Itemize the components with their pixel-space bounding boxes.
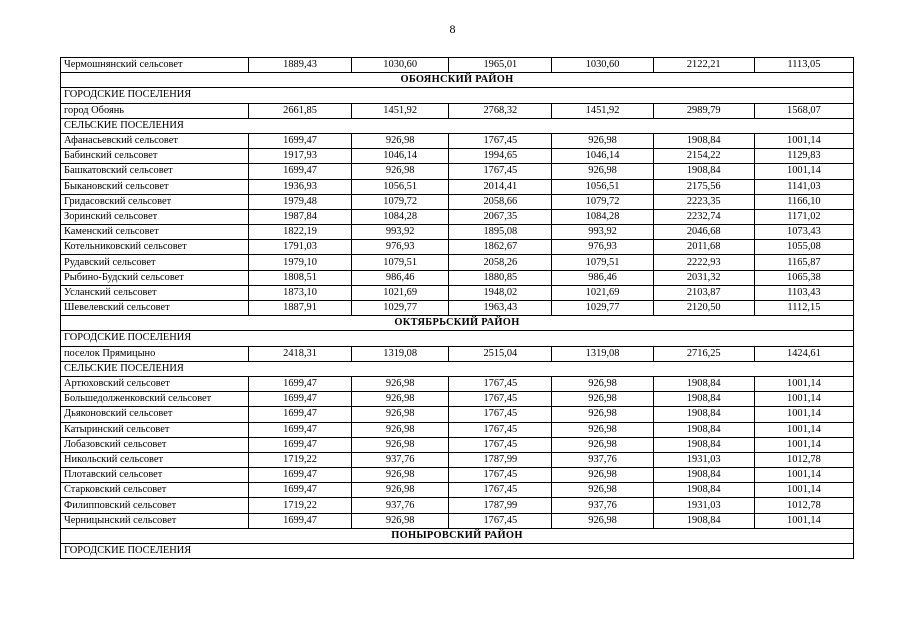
value-cell: 2716,25: [653, 346, 754, 361]
value-cell: 1699,47: [248, 133, 351, 148]
value-cell: 2661,85: [248, 103, 351, 118]
value-cell: 1767,45: [449, 483, 552, 498]
value-cell: 1079,51: [352, 255, 449, 270]
value-cell: 1908,84: [653, 422, 754, 437]
value-cell: 937,76: [352, 452, 449, 467]
value-cell: 1001,14: [754, 392, 853, 407]
value-cell: 926,98: [352, 483, 449, 498]
value-cell: 926,98: [552, 376, 653, 391]
value-cell: 2031,32: [653, 270, 754, 285]
value-cell: 1103,43: [754, 285, 853, 300]
district-header-row: [61, 73, 854, 88]
table-row: [61, 164, 854, 179]
value-cell: 1965,01: [449, 58, 552, 73]
value-cell: 1065,38: [754, 270, 853, 285]
value-cell: 1767,45: [449, 468, 552, 483]
table-row: [61, 209, 854, 224]
value-cell: 1079,51: [552, 255, 653, 270]
table-row: [61, 301, 854, 316]
value-cell: 1084,28: [552, 209, 653, 224]
settlement-name: город Обоянь: [61, 103, 249, 118]
settlement-name: Рыбино-Будский сельсовет: [61, 270, 249, 285]
value-cell: 1165,87: [754, 255, 853, 270]
value-cell: 1767,45: [449, 407, 552, 422]
value-cell: 1079,72: [352, 194, 449, 209]
section-title: ГОРОДСКИЕ ПОСЕЛЕНИЯ: [61, 544, 854, 559]
value-cell: 2103,87: [653, 285, 754, 300]
value-cell: 926,98: [552, 513, 653, 528]
value-cell: 1001,14: [754, 437, 853, 452]
district-header-row: [61, 316, 854, 331]
value-cell: 2418,31: [248, 346, 351, 361]
settlement-name: Башкатовский сельсовет: [61, 164, 249, 179]
value-cell: 1822,19: [248, 225, 351, 240]
value-cell: 926,98: [352, 376, 449, 391]
value-cell: 926,98: [552, 468, 653, 483]
value-cell: 1012,78: [754, 498, 853, 513]
settlement-name: Гридасовский сельсовет: [61, 194, 249, 209]
value-cell: 1767,45: [449, 513, 552, 528]
settlement-name: Большедолженковский сельсовет: [61, 392, 249, 407]
value-cell: 1963,43: [449, 301, 552, 316]
table-row: [61, 240, 854, 255]
value-cell: 1889,43: [248, 58, 351, 73]
section-header-row: [61, 88, 854, 103]
value-cell: 1908,84: [653, 407, 754, 422]
settlement-name: Усланский сельсовет: [61, 285, 249, 300]
value-cell: 1767,45: [449, 133, 552, 148]
value-cell: 1767,45: [449, 422, 552, 437]
table-row: [61, 346, 854, 361]
settlement-name: Никольский сельсовет: [61, 452, 249, 467]
value-cell: 1001,14: [754, 407, 853, 422]
value-cell: 1001,14: [754, 513, 853, 528]
value-cell: 986,46: [352, 270, 449, 285]
value-cell: 2223,35: [653, 194, 754, 209]
table-row: [61, 179, 854, 194]
settlement-name: Старковский сельсовет: [61, 483, 249, 498]
value-cell: 1887,91: [248, 301, 351, 316]
value-cell: 1908,84: [653, 437, 754, 452]
settlement-name: Рудавский сельсовет: [61, 255, 249, 270]
value-cell: 2515,04: [449, 346, 552, 361]
value-cell: 993,92: [552, 225, 653, 240]
value-cell: 1908,84: [653, 513, 754, 528]
value-cell: 2046,68: [653, 225, 754, 240]
value-cell: 1141,03: [754, 179, 853, 194]
value-cell: 1021,69: [352, 285, 449, 300]
section-header-row: [61, 544, 854, 559]
value-cell: 1113,05: [754, 58, 853, 73]
value-cell: 2175,56: [653, 179, 754, 194]
value-cell: 926,98: [552, 437, 653, 452]
value-cell: 2122,21: [653, 58, 754, 73]
table-row: [61, 422, 854, 437]
settlement-name: Артюховский сельсовет: [61, 376, 249, 391]
value-cell: 1001,14: [754, 376, 853, 391]
value-cell: 1084,28: [352, 209, 449, 224]
table-row: [61, 58, 854, 73]
value-cell: 1787,99: [449, 452, 552, 467]
value-cell: 1055,08: [754, 240, 853, 255]
table-row: [61, 225, 854, 240]
value-cell: 1719,22: [248, 498, 351, 513]
value-cell: 1021,69: [552, 285, 653, 300]
settlement-name: поселок Прямицыно: [61, 346, 249, 361]
table-row: [61, 133, 854, 148]
section-title: ГОРОДСКИЕ ПОСЕЛЕНИЯ: [61, 331, 854, 346]
value-cell: 1451,92: [352, 103, 449, 118]
value-cell: 1808,51: [248, 270, 351, 285]
page-number: 8: [449, 22, 456, 36]
value-cell: 1001,14: [754, 133, 853, 148]
table-row: [61, 437, 854, 452]
value-cell: 1908,84: [653, 468, 754, 483]
settlement-name: Черницынский сельсовет: [61, 513, 249, 528]
section-header-row: [61, 361, 854, 376]
settlement-name: Каменский сельсовет: [61, 225, 249, 240]
value-cell: 1001,14: [754, 422, 853, 437]
section-title: СЕЛЬСКИЕ ПОСЕЛЕНИЯ: [61, 361, 854, 376]
value-cell: 1319,08: [352, 346, 449, 361]
value-cell: 1424,61: [754, 346, 853, 361]
value-cell: 1029,77: [352, 301, 449, 316]
value-cell: 2989,79: [653, 103, 754, 118]
table-row: [61, 498, 854, 513]
value-cell: 1908,84: [653, 392, 754, 407]
settlement-name: Быкановский сельсовет: [61, 179, 249, 194]
value-cell: 2058,26: [449, 255, 552, 270]
value-cell: 1056,51: [552, 179, 653, 194]
table-row: [61, 149, 854, 164]
value-cell: 926,98: [352, 407, 449, 422]
settlement-name: Филипповский сельсовет: [61, 498, 249, 513]
section-title: СЕЛЬСКИЕ ПОСЕЛЕНИЯ: [61, 118, 854, 133]
value-cell: 1112,15: [754, 301, 853, 316]
value-cell: 1568,07: [754, 103, 853, 118]
value-cell: 1699,47: [248, 513, 351, 528]
value-cell: 1319,08: [552, 346, 653, 361]
settlement-name: Чермошнянский сельсовет: [61, 58, 249, 73]
value-cell: 1046,14: [552, 149, 653, 164]
table-body: [61, 58, 854, 559]
value-cell: 937,76: [552, 498, 653, 513]
value-cell: 1073,43: [754, 225, 853, 240]
value-cell: 986,46: [552, 270, 653, 285]
settlement-name: Бабинский сельсовет: [61, 149, 249, 164]
value-cell: 1787,99: [449, 498, 552, 513]
value-cell: 1873,10: [248, 285, 351, 300]
settlement-name: Плотавский сельсовет: [61, 468, 249, 483]
value-cell: 1895,08: [449, 225, 552, 240]
value-cell: 1001,14: [754, 164, 853, 179]
value-cell: 1767,45: [449, 376, 552, 391]
value-cell: 1908,84: [653, 133, 754, 148]
value-cell: 1699,47: [248, 483, 351, 498]
table-row: [61, 392, 854, 407]
value-cell: 1862,67: [449, 240, 552, 255]
value-cell: 1699,47: [248, 164, 351, 179]
table-row: [61, 103, 854, 118]
settlement-name: Зоринский сельсовет: [61, 209, 249, 224]
value-cell: 2058,66: [449, 194, 552, 209]
section-header-row: [61, 331, 854, 346]
settlement-name: Лобазовский сельсовет: [61, 437, 249, 452]
value-cell: 926,98: [352, 437, 449, 452]
value-cell: 1908,84: [653, 483, 754, 498]
settlement-name: Дьяконовский сельсовет: [61, 407, 249, 422]
table-row: [61, 468, 854, 483]
value-cell: 1767,45: [449, 392, 552, 407]
value-cell: 1948,02: [449, 285, 552, 300]
value-cell: 2014,41: [449, 179, 552, 194]
section-header-row: [61, 118, 854, 133]
value-cell: 2154,22: [653, 149, 754, 164]
section-title: ГОРОДСКИЕ ПОСЕЛЕНИЯ: [61, 88, 854, 103]
value-cell: 1056,51: [352, 179, 449, 194]
value-cell: 926,98: [552, 133, 653, 148]
value-cell: 926,98: [552, 164, 653, 179]
value-cell: 1994,65: [449, 149, 552, 164]
table-row: [61, 513, 854, 528]
value-cell: 1001,14: [754, 468, 853, 483]
value-cell: 1001,14: [754, 483, 853, 498]
value-cell: 926,98: [352, 164, 449, 179]
value-cell: 1030,60: [552, 58, 653, 73]
table-row: [61, 376, 854, 391]
district-header-row: [61, 528, 854, 543]
value-cell: 1791,03: [248, 240, 351, 255]
value-cell: 2011,68: [653, 240, 754, 255]
value-cell: 1699,47: [248, 422, 351, 437]
settlement-name: Котельниковский сельсовет: [61, 240, 249, 255]
table-row: [61, 483, 854, 498]
value-cell: 1699,47: [248, 437, 351, 452]
value-cell: 926,98: [352, 468, 449, 483]
value-cell: 1699,47: [248, 407, 351, 422]
value-cell: 1979,10: [248, 255, 351, 270]
value-cell: 976,93: [552, 240, 653, 255]
value-cell: 926,98: [352, 422, 449, 437]
settlement-name: Афанасьевский сельсовет: [61, 133, 249, 148]
value-cell: 1046,14: [352, 149, 449, 164]
value-cell: 1699,47: [248, 392, 351, 407]
value-cell: 1917,93: [248, 149, 351, 164]
value-cell: 926,98: [352, 133, 449, 148]
value-cell: 976,93: [352, 240, 449, 255]
value-cell: 1699,47: [248, 376, 351, 391]
value-cell: 2120,50: [653, 301, 754, 316]
value-cell: 926,98: [552, 392, 653, 407]
value-cell: 2067,35: [449, 209, 552, 224]
value-cell: 926,98: [552, 407, 653, 422]
value-cell: 1166,10: [754, 194, 853, 209]
value-cell: 1979,48: [248, 194, 351, 209]
value-cell: 926,98: [352, 392, 449, 407]
table-row: [61, 270, 854, 285]
district-title: ПОНЫРОВСКИЙ РАЙОН: [61, 528, 854, 543]
value-cell: 1129,83: [754, 149, 853, 164]
value-cell: 1767,45: [449, 437, 552, 452]
district-title: ОБОЯНСКИЙ РАЙОН: [61, 73, 854, 88]
district-title: ОКТЯБРЬСКИЙ РАЙОН: [61, 316, 854, 331]
value-cell: 1987,84: [248, 209, 351, 224]
value-cell: 1931,03: [653, 498, 754, 513]
value-cell: 937,76: [352, 498, 449, 513]
table-row: [61, 285, 854, 300]
value-cell: 937,76: [552, 452, 653, 467]
table-row: [61, 452, 854, 467]
value-cell: 1171,02: [754, 209, 853, 224]
value-cell: 1012,78: [754, 452, 853, 467]
value-cell: 1908,84: [653, 164, 754, 179]
value-cell: 2768,32: [449, 103, 552, 118]
value-cell: 926,98: [552, 483, 653, 498]
table-row: [61, 194, 854, 209]
table-row: [61, 255, 854, 270]
value-cell: 1451,92: [552, 103, 653, 118]
value-cell: 993,92: [352, 225, 449, 240]
value-cell: 2232,74: [653, 209, 754, 224]
value-cell: 1699,47: [248, 468, 351, 483]
tariff-table: [60, 57, 854, 559]
settlement-name: Шевелевский сельсовет: [61, 301, 249, 316]
value-cell: 1936,93: [248, 179, 351, 194]
value-cell: 1079,72: [552, 194, 653, 209]
value-cell: 1719,22: [248, 452, 351, 467]
value-cell: 2222,93: [653, 255, 754, 270]
value-cell: 926,98: [552, 422, 653, 437]
value-cell: 1880,85: [449, 270, 552, 285]
value-cell: 1931,03: [653, 452, 754, 467]
value-cell: 1908,84: [653, 376, 754, 391]
settlement-name: Катыринский сельсовет: [61, 422, 249, 437]
table-row: [61, 407, 854, 422]
value-cell: 1029,77: [552, 301, 653, 316]
value-cell: 1767,45: [449, 164, 552, 179]
value-cell: 1030,60: [352, 58, 449, 73]
value-cell: 926,98: [352, 513, 449, 528]
